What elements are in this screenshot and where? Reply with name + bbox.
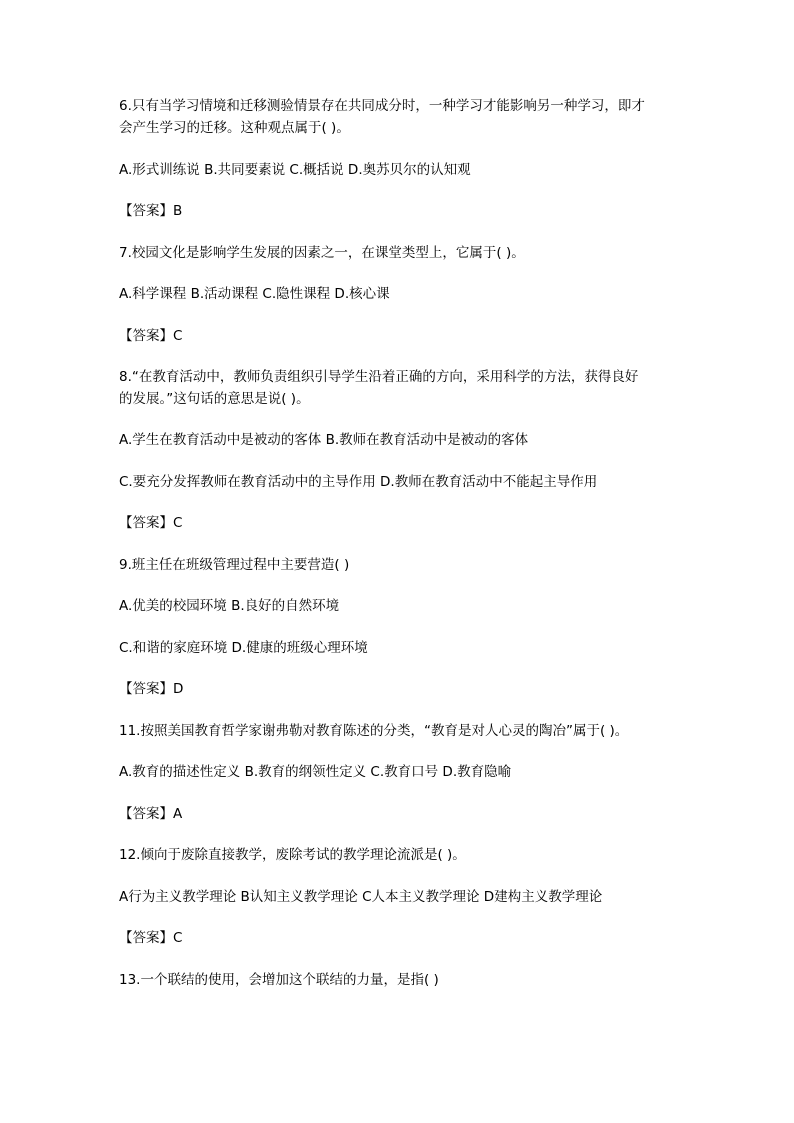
question-7-options: A.科学课程 B.活动课程 C.隐性课程 D.核心课 bbox=[119, 286, 390, 302]
question-9-options-line-2: C.和谐的家庭环境 D.健康的班级心理环境 bbox=[119, 640, 368, 656]
question-8-answer: 【答案】C bbox=[119, 515, 183, 531]
question-6-answer: 【答案】B bbox=[119, 203, 183, 219]
question-11-answer: 【答案】A bbox=[119, 806, 183, 822]
question-8-stem-line-2: 的发展。”这句话的意思是说( )。 bbox=[119, 391, 310, 407]
question-7-stem: 7.校园文化是影响学生发展的因素之一，在课堂类型上，它属于( )。 bbox=[119, 245, 525, 261]
question-12-options: A行为主义教学理论 B认知主义教学理论 C人本主义教学理论 D建构主义教学理论 bbox=[119, 889, 603, 905]
question-12-stem: 12.倾向于废除直接教学，废除考试的教学理论流派是( )。 bbox=[119, 847, 466, 863]
question-13-stem: 13.一个联结的使用，会增加这个联结的力量，是指( ) bbox=[119, 972, 439, 988]
question-11-stem: 11.按照美国教育哲学家谢弗勒对教育陈述的分类，“教育是对人心灵的陶冶”属于( )。 bbox=[119, 723, 629, 739]
question-6-stem-line-2: 会产生学习的迁移。这种观点属于( )。 bbox=[119, 120, 350, 136]
question-11-options: A.教育的描述性定义 B.教育的纲领性定义 C.教育口号 D.教育隐喻 bbox=[119, 764, 512, 780]
question-9-stem: 9.班主任在班级管理过程中主要营造( ) bbox=[119, 557, 350, 573]
question-8-options-line-1: A.学生在教育活动中是被动的客体 B.教师在教育活动中是被动的客体 bbox=[119, 432, 529, 448]
question-6-stem-line-1: 6.只有当学习情境和迁移测验情景存在共同成分时，一种学习才能影响另一种学习，即才 bbox=[119, 98, 645, 114]
question-6-options: A.形式训练说 B.共同要素说 C.概括说 D.奥苏贝尔的认知观 bbox=[119, 162, 471, 178]
question-9-answer: 【答案】D bbox=[119, 681, 184, 697]
question-8-options-line-2: C.要充分发挥教师在教育活动中的主导作用 D.教师在教育活动中不能起主导作用 bbox=[119, 474, 598, 490]
question-8-stem-line-1: 8.“在教育活动中，教师负责组织引导学生沿着正确的方向，采用科学的方法，获得良好 bbox=[119, 369, 639, 385]
question-7-answer: 【答案】C bbox=[119, 328, 183, 344]
question-12-answer: 【答案】C bbox=[119, 930, 183, 946]
question-9-options-line-1: A.优美的校园环境 B.良好的自然环境 bbox=[119, 598, 340, 614]
